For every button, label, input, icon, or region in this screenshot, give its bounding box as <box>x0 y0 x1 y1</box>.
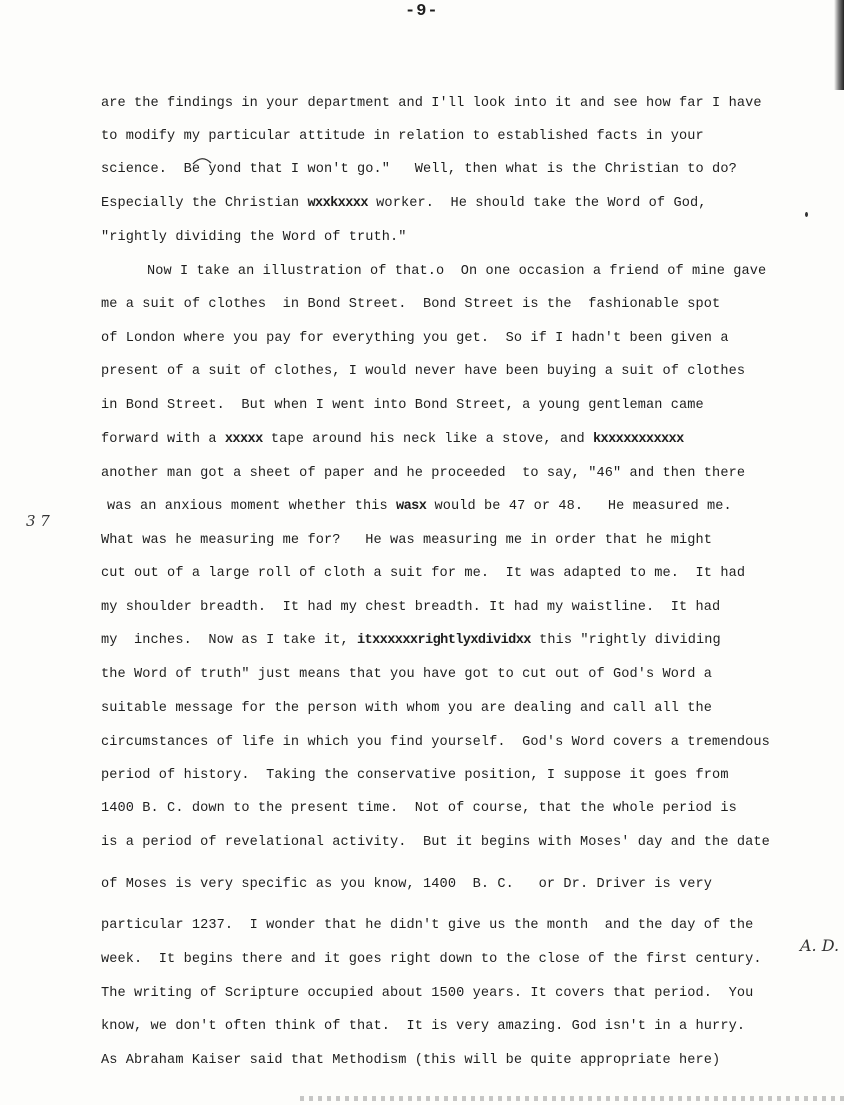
scan-edge <box>834 0 844 90</box>
text-line <box>101 331 729 346</box>
text-line <box>101 1019 745 1034</box>
text-segment: week. It begins there and it goes right down to the close of the first century. <box>101 952 762 967</box>
text-segment: this "rightly dividing <box>530 633 721 648</box>
text-segment: tape around his neck like a stove, and <box>262 432 593 447</box>
text-line <box>101 667 712 682</box>
page-number: -9- <box>405 2 439 21</box>
text-segment: cut out of a large roll of cloth a suit for me. It was adapted to me. It had <box>101 566 746 581</box>
text-line <box>101 196 706 211</box>
margin-note: 3 7 <box>26 512 50 530</box>
text-line <box>101 129 704 144</box>
scan-artifact <box>300 1096 844 1101</box>
text-segment: know, we don't often think of that. It is very amazing. God isn't in a hurry. <box>101 1019 746 1034</box>
text-segment: Now I take an illustration of that.o On one occasion a friend of mine gave <box>147 264 767 279</box>
handwritten-caret-mark <box>192 155 212 165</box>
text-line <box>101 633 721 648</box>
text-line <box>101 230 407 245</box>
text-line <box>101 986 753 1001</box>
text-segment: What was he measuring me for? He was measuring me in order that he might <box>101 533 713 548</box>
text-segment: another man got a sheet of paper and he proceeded to say, "46" and then there <box>101 466 746 481</box>
text-segment: "rightly dividing the Word of truth." <box>101 230 407 245</box>
text-segment: the Word of truth" just means that you have got to cut out of God's Word a <box>101 667 713 682</box>
text-segment: my shoulder breadth. It had my chest breadth. It had my waistline. It had <box>101 600 721 615</box>
text-line <box>101 600 720 615</box>
text-segment: worker. He should take the Word of God, <box>367 196 707 211</box>
text-segment: in Bond Street. But when I went into Bond Street, a young gentleman came <box>101 398 704 413</box>
struck-out-text: kxxxxxxxxxxx <box>592 432 684 447</box>
text-segment: present of a suit of clothes, I would never have been buying a suit of clothes <box>101 364 746 379</box>
scan-speck <box>805 212 808 217</box>
text-line <box>101 701 712 716</box>
text-segment: suitable message for the person with whom you are dealing and call all the <box>101 701 713 716</box>
text-line <box>101 432 684 447</box>
text-line <box>101 768 729 783</box>
text-segment: are the findings in your department and I'll look into it and see how far I have <box>101 96 762 111</box>
text-line <box>101 96 762 111</box>
handwritten-note: A. D. <box>800 936 840 955</box>
text-line <box>101 918 753 933</box>
text-line <box>107 499 732 514</box>
text-segment: forward with a <box>101 432 225 447</box>
text-line <box>101 566 745 581</box>
text-line <box>101 466 745 481</box>
text-line <box>101 952 762 967</box>
text-line <box>101 1053 720 1068</box>
text-line <box>101 801 737 816</box>
text-line <box>101 835 770 850</box>
text-line <box>101 877 712 892</box>
text-segment: of Moses is very specific as you know, 1400 B. C. or Dr. Driver is very <box>101 877 713 892</box>
struck-out-text: wasx <box>396 499 427 514</box>
text-line <box>101 398 704 413</box>
text-line <box>101 533 712 548</box>
text-segment: would be 47 or 48. He measured me. <box>426 499 732 514</box>
text-line <box>147 264 766 279</box>
text-line <box>101 297 720 312</box>
text-segment: circumstances of life in which you find yourself. God's Word covers a tremendous <box>101 735 770 750</box>
text-segment: to modify my particular attitude in relation to established facts in your <box>101 129 704 144</box>
struck-out-text: wxxkxxxx <box>307 196 368 211</box>
text-segment: As Abraham Kaiser said that Methodism (this will be quite appropriate here) <box>101 1053 721 1068</box>
text-segment: science. Be yond that I won't go." Well, then what is the Christian to do? <box>101 162 737 177</box>
text-segment: of London where you pay for everything you get. So if I hadn't been given a <box>101 331 729 346</box>
text-segment: was an anxious moment whether this <box>107 499 397 514</box>
text-line <box>101 735 770 750</box>
text-segment: The writing of Scripture occupied about 1500 years. It covers that period. You <box>101 986 754 1001</box>
text-segment: 1400 B. C. down to the present time. Not of course, that the whole period is <box>101 801 737 816</box>
text-line <box>101 364 745 379</box>
text-segment: particular 1237. I wonder that he didn't give us the month and the day of the <box>101 918 754 933</box>
text-segment: Especially the Christian <box>101 196 308 211</box>
text-segment: my inches. Now as I take it, <box>101 633 357 648</box>
text-segment: me a suit of clothes in Bond Street. Bond Street is the fashionable spot <box>101 297 721 312</box>
struck-out-text: xxxxx <box>224 432 263 447</box>
text-segment: period of history. Taking the conservative position, I suppose it goes from <box>101 768 729 783</box>
struck-out-text: itxxxxxxrightlyxdividxx <box>357 633 531 648</box>
text-segment: is a period of revelational activity. But it begins with Moses' day and the date <box>101 835 770 850</box>
